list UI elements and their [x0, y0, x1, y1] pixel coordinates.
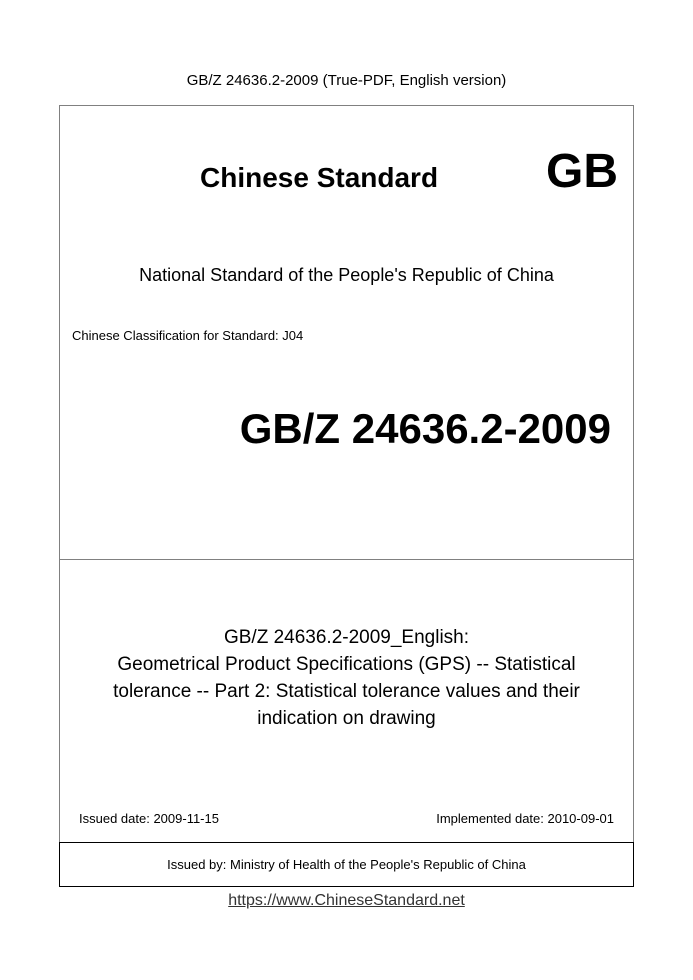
title-line: GB/Z 24636.2-2009_English:	[223, 627, 470, 648]
issued-date: Issued date: 2009-11-15	[79, 811, 219, 826]
title-line: Geometrical Product Specifications (GPS) -- Statistical	[117, 654, 576, 675]
implemented-date: Implemented date: 2010-09-01	[436, 811, 614, 826]
footer	[0, 892, 693, 910]
document-header: GB/Z 24636.2-2009 (True-PDF, English version)	[186, 72, 507, 89]
document-title	[80, 624, 613, 732]
website-link[interactable]: https://www.ChineseStandard.net	[228, 892, 465, 909]
title-line: indication on drawing	[257, 708, 436, 729]
standard-number: GB/Z 24636.2-2009	[239, 405, 611, 452]
issuing-authority: Issued by: Ministry of Health of the People's Republic of China	[167, 857, 526, 872]
title-line: tolerance -- Part 2: Statistical tolerance values and their	[113, 681, 580, 702]
national-standard-line: National Standard of the People's Republic of China	[139, 265, 554, 285]
series-title: Chinese Standard	[200, 162, 439, 193]
gb-mark: GB	[546, 145, 618, 198]
classification-code: Chinese Classification for Standard: J04	[72, 328, 304, 343]
